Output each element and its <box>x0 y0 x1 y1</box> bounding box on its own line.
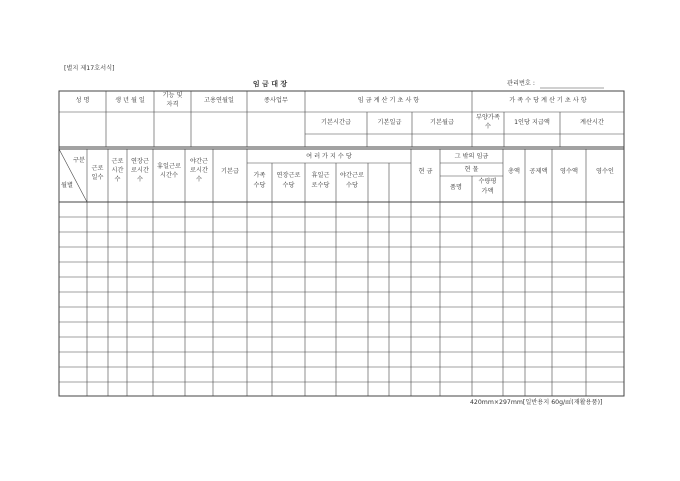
overtime-allowance-header-l2: 수당 <box>282 182 295 189</box>
family-allowance-header-l2: 수당 <box>253 182 266 189</box>
work-hours-header-l2: 시간 <box>111 167 124 174</box>
overtime-hours-header-l3: 수 <box>137 176 143 183</box>
category-label: 구분 <box>73 157 85 164</box>
dependents-header-line1: 부양가족 <box>476 114 500 121</box>
form-border <box>59 91 624 396</box>
night-allowance-header-l1: 야간근로 <box>340 172 364 179</box>
management-number-label: 관리번호 : <box>507 80 535 87</box>
family-allowance-header-l1: 가족 <box>253 172 266 179</box>
hire-date-header: 고용연월일 <box>204 97 234 104</box>
work-hours-header-l3: 수 <box>114 176 121 183</box>
overtime-hours-header-l1: 연장근 <box>131 158 149 165</box>
holiday-hours-header-l1: 휴일근로 <box>157 163 181 170</box>
month-label: 월별 <box>61 182 73 189</box>
work-days-header-l2: 일수 <box>91 174 104 181</box>
holiday-allowance-header-l2: 로수당 <box>311 182 330 189</box>
paper-spec-footer: 420mm×297mm[일반용지 60g/㎡(재활용품)] <box>470 399 603 406</box>
base-hourly-header: 기본시간급 <box>321 119 351 126</box>
base-daily-header: 기본일급 <box>377 119 402 126</box>
night-allowance-header-l2: 수당 <box>346 182 358 189</box>
overtime-allowance-header-l1: 연장근로 <box>276 172 301 179</box>
work-duty-header: 종사업무 <box>264 97 288 104</box>
holiday-hours-header-l2: 시간수 <box>160 172 178 179</box>
in-kind-header: 현 물 <box>464 166 479 173</box>
name-header: 성 명 <box>75 97 90 104</box>
valuation-header-l2: 가액 <box>481 188 494 195</box>
work-hours-header-l1: 근로 <box>111 158 124 165</box>
base-monthly-header: 기본월급 <box>430 119 454 126</box>
calc-time-header: 계산시간 <box>580 119 604 126</box>
overtime-hours-header-l2: 로시간 <box>131 167 149 174</box>
form-title: 임 금 대 장 <box>252 80 288 88</box>
holiday-allowance-header-l1: 휴일근 <box>311 172 330 179</box>
skill-header-line2: 자격 <box>166 101 179 108</box>
night-hours-header-l3: 수 <box>196 176 202 183</box>
valuation-header-l1: 수량평 <box>478 178 497 185</box>
birth-date-header: 생 년 월 일 <box>115 97 145 104</box>
skill-header-line1: 기능 및 <box>162 92 183 99</box>
night-hours-header-l1: 야간근 <box>190 158 208 165</box>
dependents-header-line2: 수 <box>485 123 491 130</box>
work-days-header-l1: 근로 <box>91 165 104 172</box>
receipt-seal-header: 영수인 <box>596 168 614 175</box>
wage-basis-header: 임 금 계 산 기 초 사 항 <box>357 97 420 104</box>
receipt-amount-header: 영수액 <box>560 168 578 175</box>
other-wages-header: 그 밖의 임금 <box>454 153 489 160</box>
base-pay-header: 기본급 <box>221 168 239 175</box>
family-allowance-basis-header: 가 족 수 당 계 산 기 초 사 항 <box>509 97 587 104</box>
cash-pay-header: 현 금 <box>418 168 433 175</box>
deductions-header: 공제액 <box>529 168 548 175</box>
total-header: 총액 <box>508 168 520 175</box>
night-hours-header-l2: 로시간 <box>190 167 208 174</box>
per-person-amount-header: 1인당 지급액 <box>514 119 550 126</box>
item-name-header: 품명 <box>450 184 462 191</box>
form-number: [별지 제17호서식] <box>64 65 115 72</box>
allowances-header: 여 러 가 지 수 당 <box>306 153 352 160</box>
